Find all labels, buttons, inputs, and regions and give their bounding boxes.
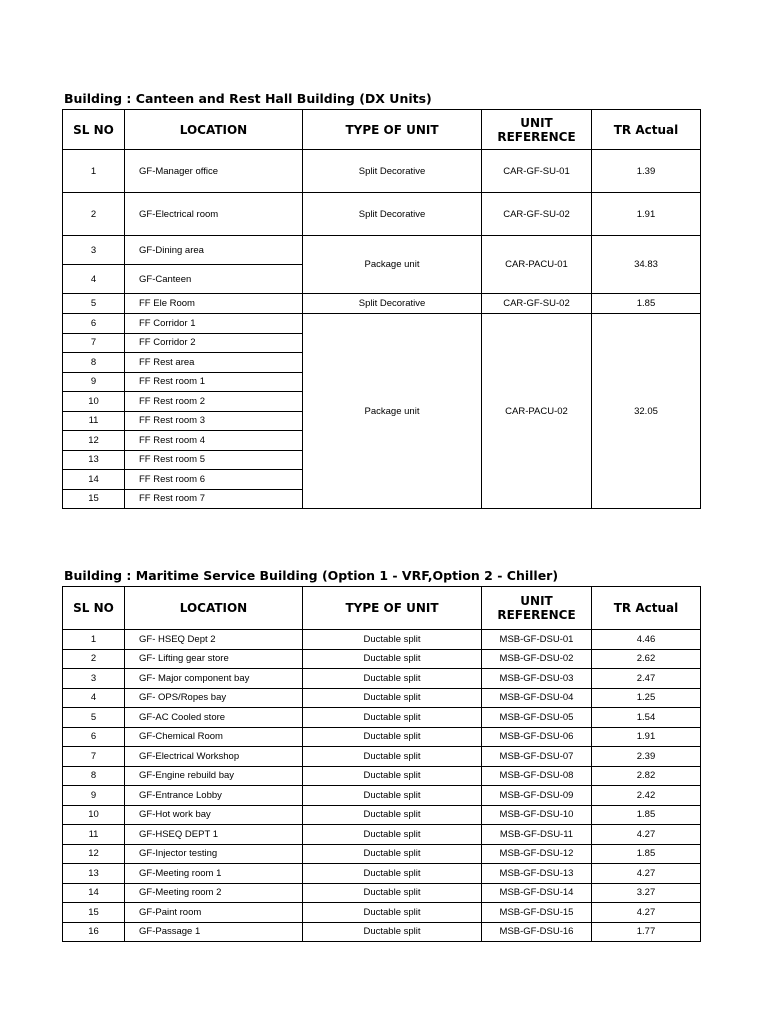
table-row <box>63 669 701 689</box>
location-cell: GF-Dining area <box>125 236 303 265</box>
tr-actual-cell: 34.83 <box>592 236 701 294</box>
sl-no-cell: 5 <box>63 708 125 728</box>
sl-no-cell: 1 <box>63 150 125 193</box>
location-cell: GF- Major component bay <box>125 669 303 689</box>
sl-no-cell: 3 <box>63 669 125 689</box>
location-cell: FF Ele Room <box>125 294 303 314</box>
location-cell: FF Rest area <box>125 353 303 373</box>
unit-reference-cell: CAR-GF-SU-02 <box>482 193 592 236</box>
unit-type-cell: Ductable split <box>303 825 482 845</box>
location-cell: GF- HSEQ Dept 2 <box>125 630 303 650</box>
unit-type-cell: Ductable split <box>303 805 482 825</box>
unit-type-cell: Ductable split <box>303 688 482 708</box>
table-row <box>63 922 701 942</box>
unit-reference-cell: MSB-GF-DSU-14 <box>482 883 592 903</box>
unit-type-cell: Package unit <box>303 236 482 294</box>
table-row <box>63 766 701 786</box>
location-cell: GF-Electrical room <box>125 193 303 236</box>
location-cell: FF Corridor 2 <box>125 333 303 353</box>
tr-actual-cell: 4.27 <box>592 864 701 884</box>
location-cell: GF-Manager office <box>125 150 303 193</box>
unit-type-cell: Ductable split <box>303 747 482 767</box>
header-sl-no: SL NO <box>63 110 125 150</box>
unit-reference-cell: CAR-PACU-02 <box>482 314 592 509</box>
sl-no-cell: 16 <box>63 922 125 942</box>
location-cell: GF-Passage 1 <box>125 922 303 942</box>
unit-reference-cell: MSB-GF-DSU-05 <box>482 708 592 728</box>
unit-type-cell: Ductable split <box>303 903 482 923</box>
table-header-row <box>63 587 701 630</box>
sl-no-cell: 4 <box>63 265 125 294</box>
tr-actual-cell: 4.46 <box>592 630 701 650</box>
sl-no-cell: 1 <box>63 630 125 650</box>
tr-actual-cell: 1.91 <box>592 193 701 236</box>
tr-actual-cell: 2.82 <box>592 766 701 786</box>
sl-no-cell: 10 <box>63 392 125 412</box>
location-cell: FF Rest room 3 <box>125 411 303 431</box>
sl-no-cell: 6 <box>63 314 125 334</box>
sl-no-cell: 7 <box>63 333 125 353</box>
unit-reference-cell: MSB-GF-DSU-03 <box>482 669 592 689</box>
location-cell: GF-Electrical Workshop <box>125 747 303 767</box>
unit-reference-cell: MSB-GF-DSU-07 <box>482 747 592 767</box>
tr-actual-cell: 2.62 <box>592 649 701 669</box>
sl-no-cell: 4 <box>63 688 125 708</box>
sl-no-cell: 14 <box>63 470 125 490</box>
table-row <box>63 825 701 845</box>
header-unit-reference: UNIT REFERENCE <box>482 110 592 150</box>
table-row <box>63 294 701 314</box>
tr-actual-cell: 1.77 <box>592 922 701 942</box>
location-cell: GF-Meeting room 2 <box>125 883 303 903</box>
table-row <box>63 844 701 864</box>
maritime-units-table <box>62 586 701 942</box>
unit-reference-cell: CAR-GF-SU-01 <box>482 150 592 193</box>
table-row <box>63 883 701 903</box>
location-cell: GF- OPS/Ropes bay <box>125 688 303 708</box>
location-cell: FF Rest room 4 <box>125 431 303 451</box>
tr-actual-cell: 32.05 <box>592 314 701 509</box>
tr-actual-cell: 4.27 <box>592 825 701 845</box>
unit-type-cell: Ductable split <box>303 883 482 903</box>
location-cell: GF- Lifting gear store <box>125 649 303 669</box>
location-cell: GF-Canteen <box>125 265 303 294</box>
table-row <box>63 786 701 806</box>
unit-type-cell: Ductable split <box>303 649 482 669</box>
location-cell: GF-Hot work bay <box>125 805 303 825</box>
unit-reference-cell: MSB-GF-DSU-10 <box>482 805 592 825</box>
unit-reference-cell: MSB-GF-DSU-16 <box>482 922 592 942</box>
header-type-of-unit: TYPE OF UNIT <box>303 110 482 150</box>
location-cell: FF Corridor 1 <box>125 314 303 334</box>
table-row <box>63 708 701 728</box>
maritime-building-title: Building : Maritime Service Building (Option 1 - VRF,Option 2 - Chiller) <box>64 568 559 583</box>
table-row <box>63 864 701 884</box>
unit-type-cell: Split Decorative <box>303 193 482 236</box>
table-row <box>63 903 701 923</box>
location-cell: FF Rest room 5 <box>125 450 303 470</box>
unit-type-cell: Ductable split <box>303 708 482 728</box>
sl-no-cell: 8 <box>63 766 125 786</box>
location-cell: GF-Engine rebuild bay <box>125 766 303 786</box>
sl-no-cell: 6 <box>63 727 125 747</box>
sl-no-cell: 14 <box>63 883 125 903</box>
location-cell: FF Rest room 1 <box>125 372 303 392</box>
sl-no-cell: 10 <box>63 805 125 825</box>
sl-no-cell: 9 <box>63 372 125 392</box>
sl-no-cell: 12 <box>63 431 125 451</box>
sl-no-cell: 13 <box>63 450 125 470</box>
unit-type-cell: Ductable split <box>303 630 482 650</box>
header-unit-reference: UNIT REFERENCE <box>482 587 592 630</box>
table-row <box>63 688 701 708</box>
unit-type-cell: Package unit <box>303 314 482 509</box>
tr-actual-cell: 2.42 <box>592 786 701 806</box>
sl-no-cell: 8 <box>63 353 125 373</box>
sl-no-cell: 2 <box>63 649 125 669</box>
tr-actual-cell: 4.27 <box>592 903 701 923</box>
canteen-units-table <box>62 109 701 509</box>
sl-no-cell: 11 <box>63 825 125 845</box>
table-row <box>63 805 701 825</box>
table-row <box>63 649 701 669</box>
sl-no-cell: 3 <box>63 236 125 265</box>
location-cell: GF-Meeting room 1 <box>125 864 303 884</box>
tr-actual-cell: 1.54 <box>592 708 701 728</box>
sl-no-cell: 13 <box>63 864 125 884</box>
location-cell: GF-HSEQ DEPT 1 <box>125 825 303 845</box>
tr-actual-cell: 1.85 <box>592 294 701 314</box>
location-cell: GF-AC Cooled store <box>125 708 303 728</box>
tr-actual-cell: 1.25 <box>592 688 701 708</box>
table-row <box>63 236 701 265</box>
sl-no-cell: 5 <box>63 294 125 314</box>
unit-reference-cell: CAR-PACU-01 <box>482 236 592 294</box>
unit-type-cell: Ductable split <box>303 766 482 786</box>
sl-no-cell: 15 <box>63 489 125 509</box>
header-tr-actual: TR Actual <box>592 110 701 150</box>
table-header-row <box>63 110 701 150</box>
location-cell: GF-Chemical Room <box>125 727 303 747</box>
canteen-building-title: Building : Canteen and Rest Hall Building (DX Units) <box>64 91 432 106</box>
tr-actual-cell: 1.85 <box>592 805 701 825</box>
unit-type-cell: Ductable split <box>303 922 482 942</box>
unit-reference-cell: MSB-GF-DSU-13 <box>482 864 592 884</box>
location-cell: GF-Injector testing <box>125 844 303 864</box>
location-cell: GF-Entrance Lobby <box>125 786 303 806</box>
location-cell: FF Rest room 2 <box>125 392 303 412</box>
header-location: LOCATION <box>125 110 303 150</box>
sl-no-cell: 7 <box>63 747 125 767</box>
unit-reference-cell: MSB-GF-DSU-15 <box>482 903 592 923</box>
unit-reference-cell: CAR-GF-SU-02 <box>482 294 592 314</box>
tr-actual-cell: 1.39 <box>592 150 701 193</box>
sl-no-cell: 2 <box>63 193 125 236</box>
unit-type-cell: Split Decorative <box>303 294 482 314</box>
sl-no-cell: 15 <box>63 903 125 923</box>
header-location: LOCATION <box>125 587 303 630</box>
table-row <box>63 747 701 767</box>
table-row <box>63 193 701 236</box>
unit-type-cell: Ductable split <box>303 844 482 864</box>
table-row <box>63 314 701 334</box>
unit-type-cell: Ductable split <box>303 864 482 884</box>
location-cell: FF Rest room 7 <box>125 489 303 509</box>
header-type-of-unit: TYPE OF UNIT <box>303 587 482 630</box>
location-cell: GF-Paint room <box>125 903 303 923</box>
unit-type-cell: Ductable split <box>303 669 482 689</box>
unit-reference-cell: MSB-GF-DSU-06 <box>482 727 592 747</box>
sl-no-cell: 9 <box>63 786 125 806</box>
unit-reference-cell: MSB-GF-DSU-12 <box>482 844 592 864</box>
tr-actual-cell: 2.47 <box>592 669 701 689</box>
header-sl-no: SL NO <box>63 587 125 630</box>
unit-reference-cell: MSB-GF-DSU-01 <box>482 630 592 650</box>
sl-no-cell: 12 <box>63 844 125 864</box>
table-row <box>63 630 701 650</box>
unit-reference-cell: MSB-GF-DSU-04 <box>482 688 592 708</box>
tr-actual-cell: 2.39 <box>592 747 701 767</box>
header-tr-actual: TR Actual <box>592 587 701 630</box>
unit-reference-cell: MSB-GF-DSU-02 <box>482 649 592 669</box>
table-row <box>63 150 701 193</box>
tr-actual-cell: 1.91 <box>592 727 701 747</box>
tr-actual-cell: 3.27 <box>592 883 701 903</box>
location-cell: FF Rest room 6 <box>125 470 303 490</box>
unit-type-cell: Ductable split <box>303 727 482 747</box>
table-row <box>63 727 701 747</box>
unit-type-cell: Ductable split <box>303 786 482 806</box>
unit-reference-cell: MSB-GF-DSU-11 <box>482 825 592 845</box>
unit-reference-cell: MSB-GF-DSU-08 <box>482 766 592 786</box>
sl-no-cell: 11 <box>63 411 125 431</box>
unit-type-cell: Split Decorative <box>303 150 482 193</box>
unit-reference-cell: MSB-GF-DSU-09 <box>482 786 592 806</box>
tr-actual-cell: 1.85 <box>592 844 701 864</box>
